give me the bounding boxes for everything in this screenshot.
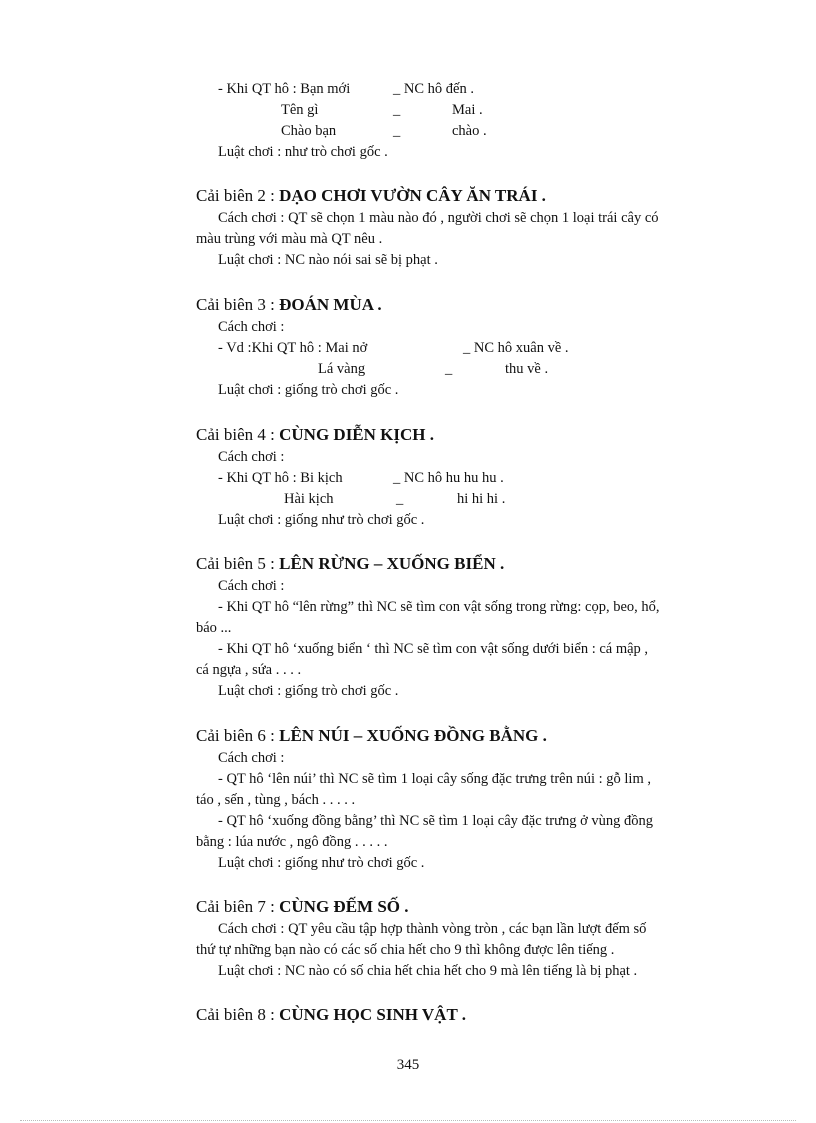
section-4-rule: Luật chơi : giống như trò chơi gốc . (218, 512, 425, 528)
section-5-how: Cách chơi : (218, 578, 285, 594)
section-7-para-line1: Cách chơi : QT yêu cầu tập hợp thành vòng tròn , các bạn lần lượt đếm số (218, 921, 647, 937)
page-bottom-divider (20, 1120, 796, 1121)
section-6-heading (196, 726, 547, 746)
section-5-heading (196, 554, 504, 574)
intro-line3-right: chào . (452, 123, 487, 139)
section-2-heading (196, 186, 546, 206)
section-8-title: CÙNG HỌC SINH VẬT . (279, 1005, 466, 1024)
section-8-prefix: Cải biên 8 : (196, 1005, 275, 1024)
section-7-prefix: Cải biên 7 : (196, 897, 275, 916)
section-6-rule: Luật chơi : giống như trò chơi gốc . (218, 855, 425, 871)
section-3-line1-right: _ NC hô xuân về . (463, 340, 569, 356)
intro-rule: Luật chơi : như trò chơi gốc . (218, 144, 388, 160)
section-7-title: CÙNG ĐẾM SỐ . (279, 897, 409, 916)
section-3-rule: Luật chơi : giống trò chơi gốc . (218, 382, 399, 398)
section-6-para1-line2: táo , sến , tùng , bách . . . . . (196, 792, 356, 808)
section-5-para2-line1: - Khi QT hô ‘xuống biển ‘ thì NC sẽ tìm con vật sống dưới biển : cá mập , (218, 641, 649, 657)
section-2-para-line1: Cách chơi : QT sẽ chọn 1 màu nào đó , người chơi sẽ chọn 1 loại trái cây có (218, 210, 659, 226)
section-6-para1-line1: - QT hô ‘lên núi’ thì NC sẽ tìm 1 loại cây sống đặc trưng trên núi : gỗ lim , (218, 771, 651, 787)
section-3-prefix: Cải biên 3 : (196, 295, 275, 314)
section-4-prefix: Cải biên 4 : (196, 425, 275, 444)
section-3-heading (196, 295, 382, 315)
section-4-title: CÙNG DIỄN KỊCH . (279, 425, 435, 444)
section-5-para2-line2: cá ngựa , sứa . . . . (196, 662, 302, 678)
section-4-line2-left: Hài kịch (284, 491, 334, 507)
section-4-line2-dash: _ (396, 491, 404, 507)
intro-line3-left: Chào bạn (281, 123, 337, 139)
intro-line1-right: _ NC hô đến . (393, 81, 474, 97)
section-7-rule: Luật chơi : NC nào có số chia hết chia hết cho 9 mà lên tiếng là bị phạt . (218, 963, 638, 979)
section-4-line1-right: _ NC hô hu hu hu . (393, 470, 504, 486)
section-3-line2-left: Lá vàng (318, 361, 366, 377)
section-6-para2-line2: bằng : lúa nước , ngô đồng . . . . . (196, 834, 388, 850)
section-5-prefix: Cải biên 5 : (196, 554, 275, 573)
section-2-title: DẠO CHƠI VƯỜN CÂY ĂN TRÁI . (279, 186, 546, 205)
section-6-title: LÊN NÚI – XUỐNG ĐỒNG BẰNG . (279, 726, 547, 745)
intro-line3-dash: _ (393, 123, 401, 139)
section-8-heading (196, 1005, 466, 1025)
section-5-rule: Luật chơi : giống trò chơi gốc . (218, 683, 399, 699)
section-5-para1-line1: - Khi QT hô “lên rừng” thì NC sẽ tìm con vật sống trong rừng: cọp, beo, hổ, (218, 599, 660, 615)
section-4-line1-left: - Khi QT hô : Bi kịch (218, 470, 343, 486)
section-6-para2-line1: - QT hô ‘xuống đồng bằng’ thì NC sẽ tìm 1 loại cây đặc trưng ở vùng đồng (218, 813, 654, 829)
section-3-title: ĐOÁN MÙA . (279, 295, 382, 314)
section-3-how: Cách chơi : (218, 319, 285, 335)
section-3-line2-right: thu về . (505, 361, 549, 377)
section-3-line2-dash: _ (445, 361, 453, 377)
section-2-para-line2: màu trùng với màu mà QT nêu . (196, 231, 383, 247)
section-7-heading (196, 897, 409, 917)
intro-line2-right: Mai . (452, 102, 483, 118)
intro-line2-left: Tên gì (281, 102, 319, 118)
intro-line2-dash: _ (393, 102, 401, 118)
section-6-prefix: Cải biên 6 : (196, 726, 275, 745)
section-5-para1-line2: báo ... (196, 620, 232, 636)
section-7-para-line2: thứ tự những bạn nào có các số chia hết cho 9 thì không được lên tiếng . (196, 942, 615, 958)
section-4-how: Cách chơi : (218, 449, 285, 465)
section-4-line2-right: hi hi hi . (457, 491, 506, 507)
section-2-rule: Luật chơi : NC nào nói sai sẽ bị phạt . (218, 252, 438, 268)
section-6-how: Cách chơi : (218, 750, 285, 766)
section-2-prefix: Cải biên 2 : (196, 186, 275, 205)
page-number: 345 (396, 1057, 420, 1073)
intro-line1-left: - Khi QT hô : Bạn mới (218, 81, 351, 97)
section-4-heading (196, 425, 434, 445)
section-5-title: LÊN RỪNG – XUỐNG BIỂN . (279, 554, 505, 573)
section-3-line1-left: - Vd :Khi QT hô : Mai nở (218, 340, 368, 356)
